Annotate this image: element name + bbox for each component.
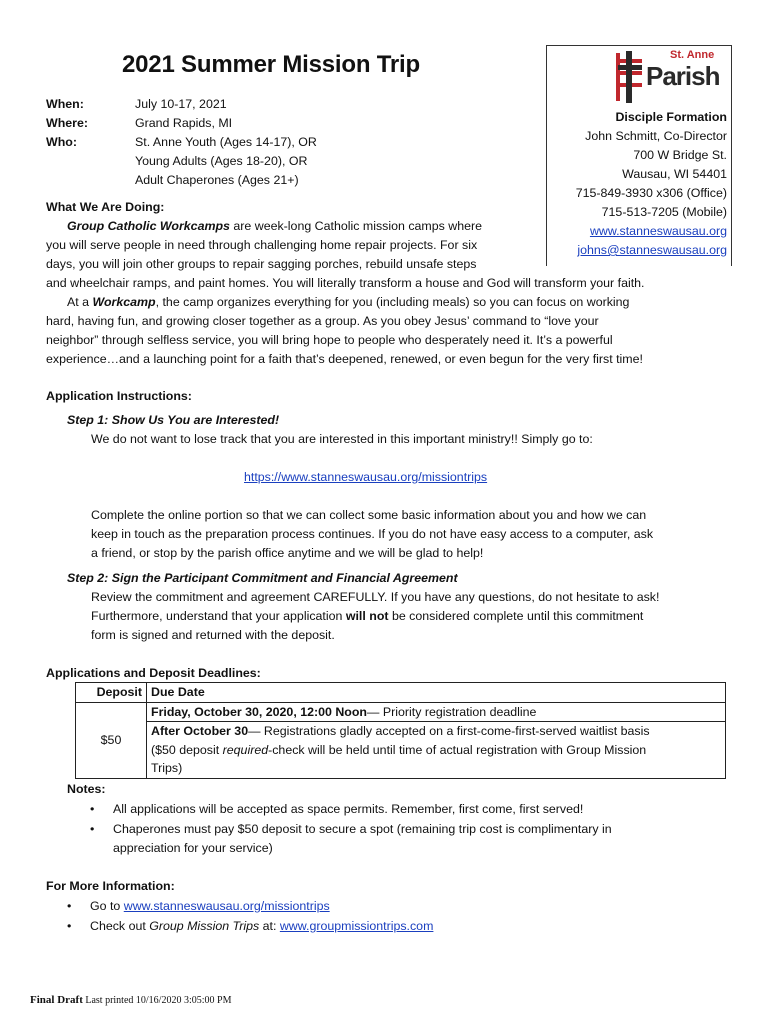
more-info-item-1 [67,897,330,916]
footer-draft-label: Final Draft [30,994,83,1006]
more-info-item-1-prefix: Go to [90,899,124,913]
step2-line2 [91,607,643,626]
step2-line1: Review the commitment and agreement CAREFULLY. If you have any questions, do not hesitate to ask! [91,590,660,604]
page-title: 2021 Summer Mission Trip [122,51,420,78]
due-row1-text: — Priority registration deadline [367,704,537,719]
what-p1-line3: days, you will join other groups to repair sagging porches, rebuild unsafe steps [46,257,477,271]
group-mission-trips-link[interactable]: www.groupmissiontrips.com [279,919,434,933]
contact-phone-office: 715-849-3930 x306 (Office) [575,186,727,200]
step2-heading: Step 2: Sign the Participant Commitment and Financial Agreement [67,571,458,585]
more-info-item-2-prefix: Check out [90,919,150,933]
who-value-2: Young Adults (Ages 18-20), OR [135,154,308,168]
what-p1-line4: and wheelchair ramps, and paint homes. You will literally transform a house and God will transform your faith. [46,276,645,290]
due-row2-text1: — Registrations gladly accepted on a first-come-first-served waitlist basis [248,724,650,739]
contact-city: Wausau, WI 54401 [622,167,727,181]
due-row-priority [147,702,726,722]
note-item-1 [90,800,730,819]
when-value: July 10-17, 2021 [135,97,227,111]
note-item-2 [90,820,730,839]
bullet-icon: • [90,822,95,836]
notes-heading: Notes: [67,782,106,796]
due-row1-date: Friday, October 30, 2020, 12:00 Noon [151,704,368,719]
more-info-item-2-em: Group Mission Trips [149,919,260,933]
contact-name: John Schmitt, Co-Director [585,129,727,143]
what-p2-text1: , the camp organizes everything for you (including meals) so you can focus on working [155,295,630,309]
what-p2-line4: experience…and a launching point for a faith that’s deepened, renewed, or even begun for the very first time! [46,352,643,366]
footer-print-date: Last printed 10/16/2020 3:05:00 PM [82,995,232,1006]
contact-street: 700 W Bridge St. [633,148,727,162]
what-p1-text1: are week-long Catholic mission camps where [229,219,483,233]
contact-email-link[interactable]: johns@stanneswausau.org [577,243,727,257]
footer [30,991,231,1011]
logo-text-st-anne: St. Anne [670,49,715,61]
due-row2-text2b: -check will be held until time of actual registration with Group Mission [268,742,647,757]
contact-website-link[interactable]: www.stanneswausau.org [589,224,727,238]
note-item-2-text1: Chaperones must pay $50 deposit to secure a spot (remaining trip cost is complimentary in [113,822,612,836]
what-p2-em: Workcamp [92,295,156,309]
what-p1-em: Group Catholic Workcamps [67,219,230,233]
deadlines-heading: Applications and Deposit Deadlines: [46,666,261,680]
who-label: Who: [46,135,77,149]
mission-trips-link-2[interactable]: www.stanneswausau.org/missiontrips [123,899,330,913]
col-due-header: Due Date [147,683,726,703]
more-info-item-2 [67,917,433,936]
what-p1-line1 [67,217,767,236]
step1-heading: Step 1: Show Us You are Interested! [67,413,280,427]
table-row [76,722,726,779]
note-item-2-text2: appreciation for your service) [113,841,273,855]
due-row2-text3: Trips) [151,761,183,776]
more-info-item-2-mid: at: [259,919,280,933]
where-value: Grand Rapids, MI [135,116,233,130]
what-p2-prefix: At a [67,295,93,309]
due-row2-date: After October 30 [151,724,249,739]
parish-logo [610,49,730,105]
due-row2-text2a: ($50 deposit [151,742,223,757]
where-label: Where: [46,116,88,130]
step1-intro: We do not want to lose track that you are interested in this important ministry!! Simply go to: [91,432,593,446]
bullet-icon: • [67,919,72,933]
contact-department: Disciple Formation [615,110,727,124]
who-value-3: Adult Chaperones (Ages 21+) [135,173,299,187]
what-p2-line3: neighbor” through selfless service, you will bring hope to people who desperately need it. It’s a powerful [46,333,613,347]
step1-body-line2: keep in touch as the preparation process continues. If you do not have easy access to a computer, ask [91,527,654,541]
bullet-icon: • [67,899,72,913]
what-heading: What We Are Doing: [46,200,165,214]
due-row2-em: required [222,742,269,757]
step2-line3: form is signed and returned with the deposit. [91,628,335,642]
instructions-heading: Application Instructions: [46,389,192,403]
more-info-heading: For More Information: [46,879,175,893]
mission-trips-link[interactable]: https://www.stanneswausau.org/missiontrips [244,470,488,484]
step1-body-line3: a friend, or stop by the parish office anytime and we will be glad to help! [91,546,484,560]
logo-text-parish: Parish [646,61,720,91]
deadline-table [75,682,726,779]
step2-line2-emphasis: will not [345,609,389,623]
what-p2-line1 [67,293,767,312]
col-deposit-header: Deposit [76,683,147,703]
step1-body-line1: Complete the online portion so that we can collect some basic information about you and how we can [91,508,647,522]
table-row [76,702,726,722]
contact-phone-mobile: 715-513-7205 (Mobile) [601,205,727,219]
deposit-amount: $50 [76,702,147,778]
note-item-1-text: All applications will be accepted as space permits. Remember, first come, first served! [113,802,584,816]
bullet-icon: • [90,802,95,816]
step2-line2-c: be considered complete until this commitment [388,609,644,623]
who-value-1: St. Anne Youth (Ages 14-17), OR [135,135,317,149]
table-header-row [76,683,726,703]
step2-line2-a: Furthermore, understand that your application [91,609,346,623]
due-row-waitlist [147,722,726,779]
when-label: When: [46,97,84,111]
what-p1-line2: you will serve people in need through challenging home repair projects. For six [46,238,478,252]
what-p2-line2: hard, having fun, and growing closer together as a group. As you obey Jesus’ command to “love your [46,314,599,328]
